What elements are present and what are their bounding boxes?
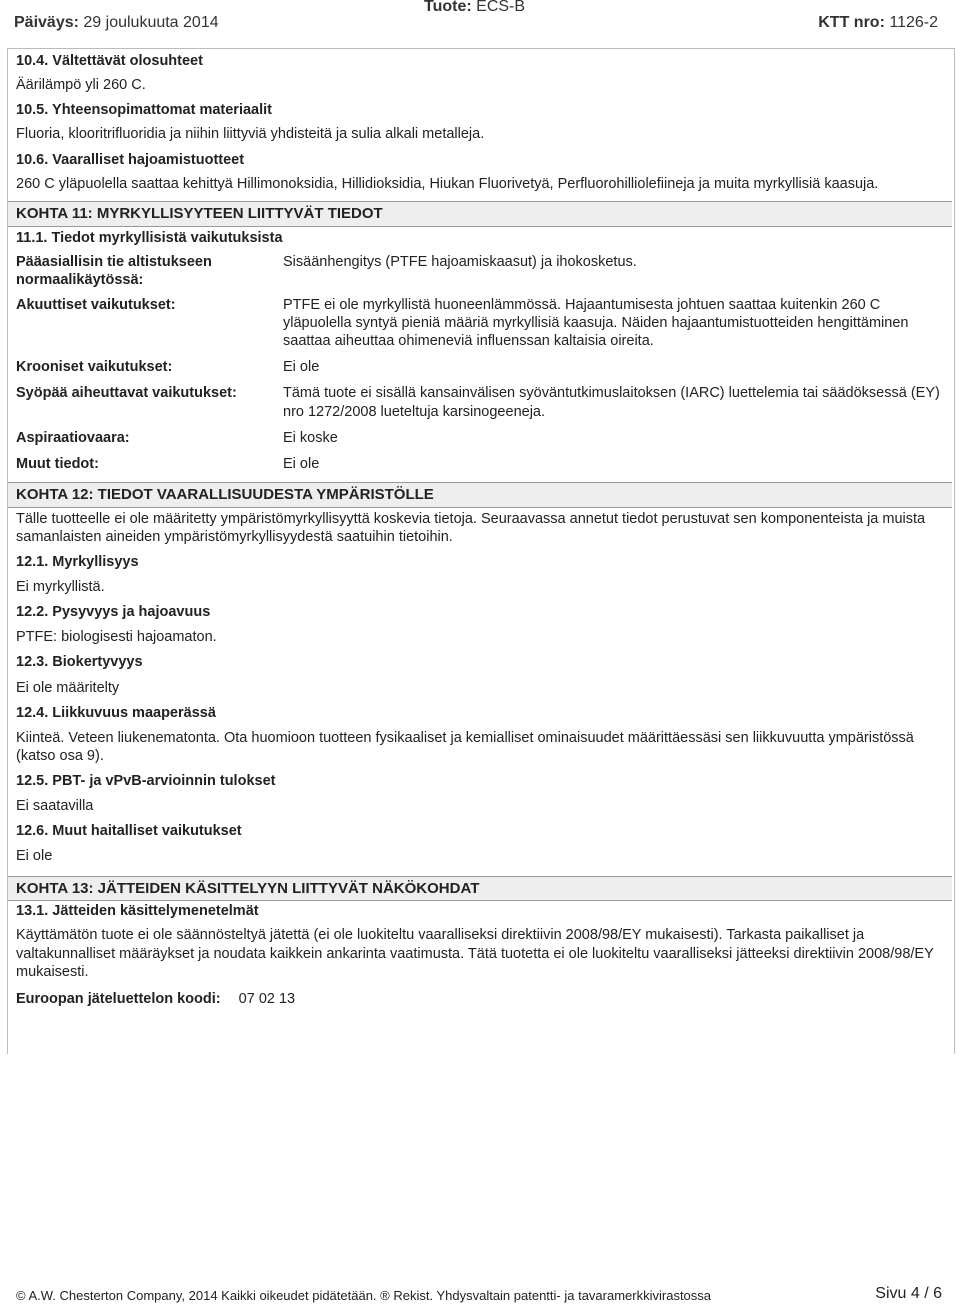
footer-page-number: Sivu 4 / 6 — [875, 1285, 942, 1302]
heading-11-1: 11.1. Tiedot myrkyllisistä vaikutuksista — [16, 229, 283, 246]
heading-12-2: 12.2. Pysyvyys ja hajoavuus — [16, 604, 211, 621]
heading-12-5: 12.5. PBT- ja vPvB-arvioinnin tulokset — [16, 773, 276, 789]
text-12-3: Ei ole määritelty — [16, 679, 120, 696]
section-12-title: KOHTA 12: TIEDOT VAARALLISUUDESTA YMPÄRISTÖLLE — [8, 482, 952, 508]
section-13-title: KOHTA 13: JÄTTEIDEN KÄSITTELYYN LIITTYVÄT NÄKÖKOHDAT — [8, 876, 952, 902]
header-product: Tuote: ECS-B — [424, 0, 526, 15]
heading-10-5: 10.5. Yhteensopimattomat materiaalit — [16, 102, 272, 119]
tox-row-exposure: Pääasiallisin tie altistukseen normaalikäytössä: Sisäänhengitys (PTFE hajoamiskaasut) ja ihokosketus. — [16, 253, 637, 288]
footer-copyright: © A.W. Chesterton Company, 2014 Kaikki oikeudet pidätetään. ® Rekist. Yhdysvaltain patentti- ja tavaramerkkivirastossa — [16, 1288, 712, 1303]
text-12-6: Ei ole — [16, 848, 53, 865]
heading-12-1: 12.1. Myrkyllisyys — [16, 553, 139, 570]
page-footer — [16, 1285, 946, 1304]
text-12-4: Kiinteä. Veteen liukenematonta. Ota huomioon tuotteen fysikaaliset ja kemialliset ominaisuudet määrittäessäsi sen liikkuvuutta ympäristössä (katso osa 9). — [16, 729, 914, 764]
heading-10-6: 10.6. Vaaralliset hajoamistuotteet — [16, 151, 245, 168]
tox-row-chronic: Krooniset vaikutukset: Ei ole — [16, 359, 320, 376]
text-10-5: Fluoria, klooritrifluoridia ja niihin liittyviä yhdisteitä ja sulia alkali metalleja. — [16, 126, 485, 143]
heading-10-4: 10.4. Vältettävät olosuhteet — [16, 53, 203, 69]
text-10-6: 260 C yläpuolella saattaa kehittyä Hillimonoksidia, Hillidioksidia, Hiukan Fluorivetyä, Perfluorohilliolefiineja ja muita myrkyllisiä kaasuja. — [16, 175, 879, 192]
heading-12-4: 12.4. Liikkuvuus maaperässä — [16, 704, 216, 721]
waste-code-label: Euroopan jäteluettelon koodi: — [16, 990, 221, 1007]
text-10-4: Äärilämpö yli 260 C. — [16, 77, 146, 94]
text-12-5: Ei saatavilla — [16, 798, 94, 815]
page-header — [0, 0, 960, 48]
document-body — [16, 52, 946, 1008]
heading-12-3: 12.3. Biokertyvyys — [16, 654, 143, 671]
section-11-title: KOHTA 11: MYRKYLLISYYTEEN LIITTYVÄT TIEDOT — [8, 201, 952, 227]
header-date: Päiväys: 29 joulukuuta 2014 — [14, 14, 219, 31]
text-12-intro: Tälle tuotteelle ei ole määritetty ympäristömyrkyllisyyttä koskevia tietoja. Seuraavassa annetut tiedot perustuvat sen komponenteista ja muista samanlaisten aineiden ympäristömyrkyllisyydestä saatuihin tietoihin. — [16, 510, 926, 545]
tox-row-acute: Akuuttiset vaikutukset: PTFE ei ole myrkyllistä huoneenlämmössä. Hajaantumisesta johtuen saattaa kuitenkin 260 C yläpuolella syntyä pieniä määriä myrkyllisiä kaasuja. Näiden hajaantumistuotteiden hengittäminen saattaa aiheuttaa ohimeneviä influenssan kaltaisia oireita. — [16, 296, 909, 350]
waste-code — [16, 990, 946, 1008]
heading-13-1: 13.1. Jätteiden käsittelymenetelmät — [16, 903, 259, 920]
tox-row-carcinogenic: Syöpää aiheuttavat vaikutukset: Tämä tuote ei sisällä kansainvälisen syöväntutkimuslaitoksen (IARC) luettelemia tai säädöksessä (EY) nro 1272/2008 lueteltuja karsinogeeneja. — [16, 385, 940, 420]
header-ktt: KTT nro: 1126-2 — [818, 14, 938, 31]
text-12-1: Ei myrkyllistä. — [16, 579, 105, 595]
waste-code-value: 07 02 13 — [238, 990, 296, 1007]
tox-row-aspiration: Aspiraatiovaara: Ei koske — [16, 429, 338, 446]
tox-row-other: Muut tiedot: Ei ole — [16, 455, 320, 472]
heading-12-6: 12.6. Muut haitalliset vaikutukset — [16, 823, 242, 840]
text-12-2: PTFE: biologisesti hajoamaton. — [16, 629, 217, 646]
text-13-1: Käyttämätön tuote ei ole säännösteltyä jätettä (ei ole luokiteltu vaaralliseksi direktiivin 2008/98/EY mukaisesti). Tarkasta paikalliset ja valtakunnalliset määräykset ja noudata kaikkein ankarinta vaatimusta. Tätä tuotetta ei ole luokiteltu vaaralliseksi jätteeksi direktiivin 2008/98/EY mukaisesti. — [16, 927, 934, 980]
